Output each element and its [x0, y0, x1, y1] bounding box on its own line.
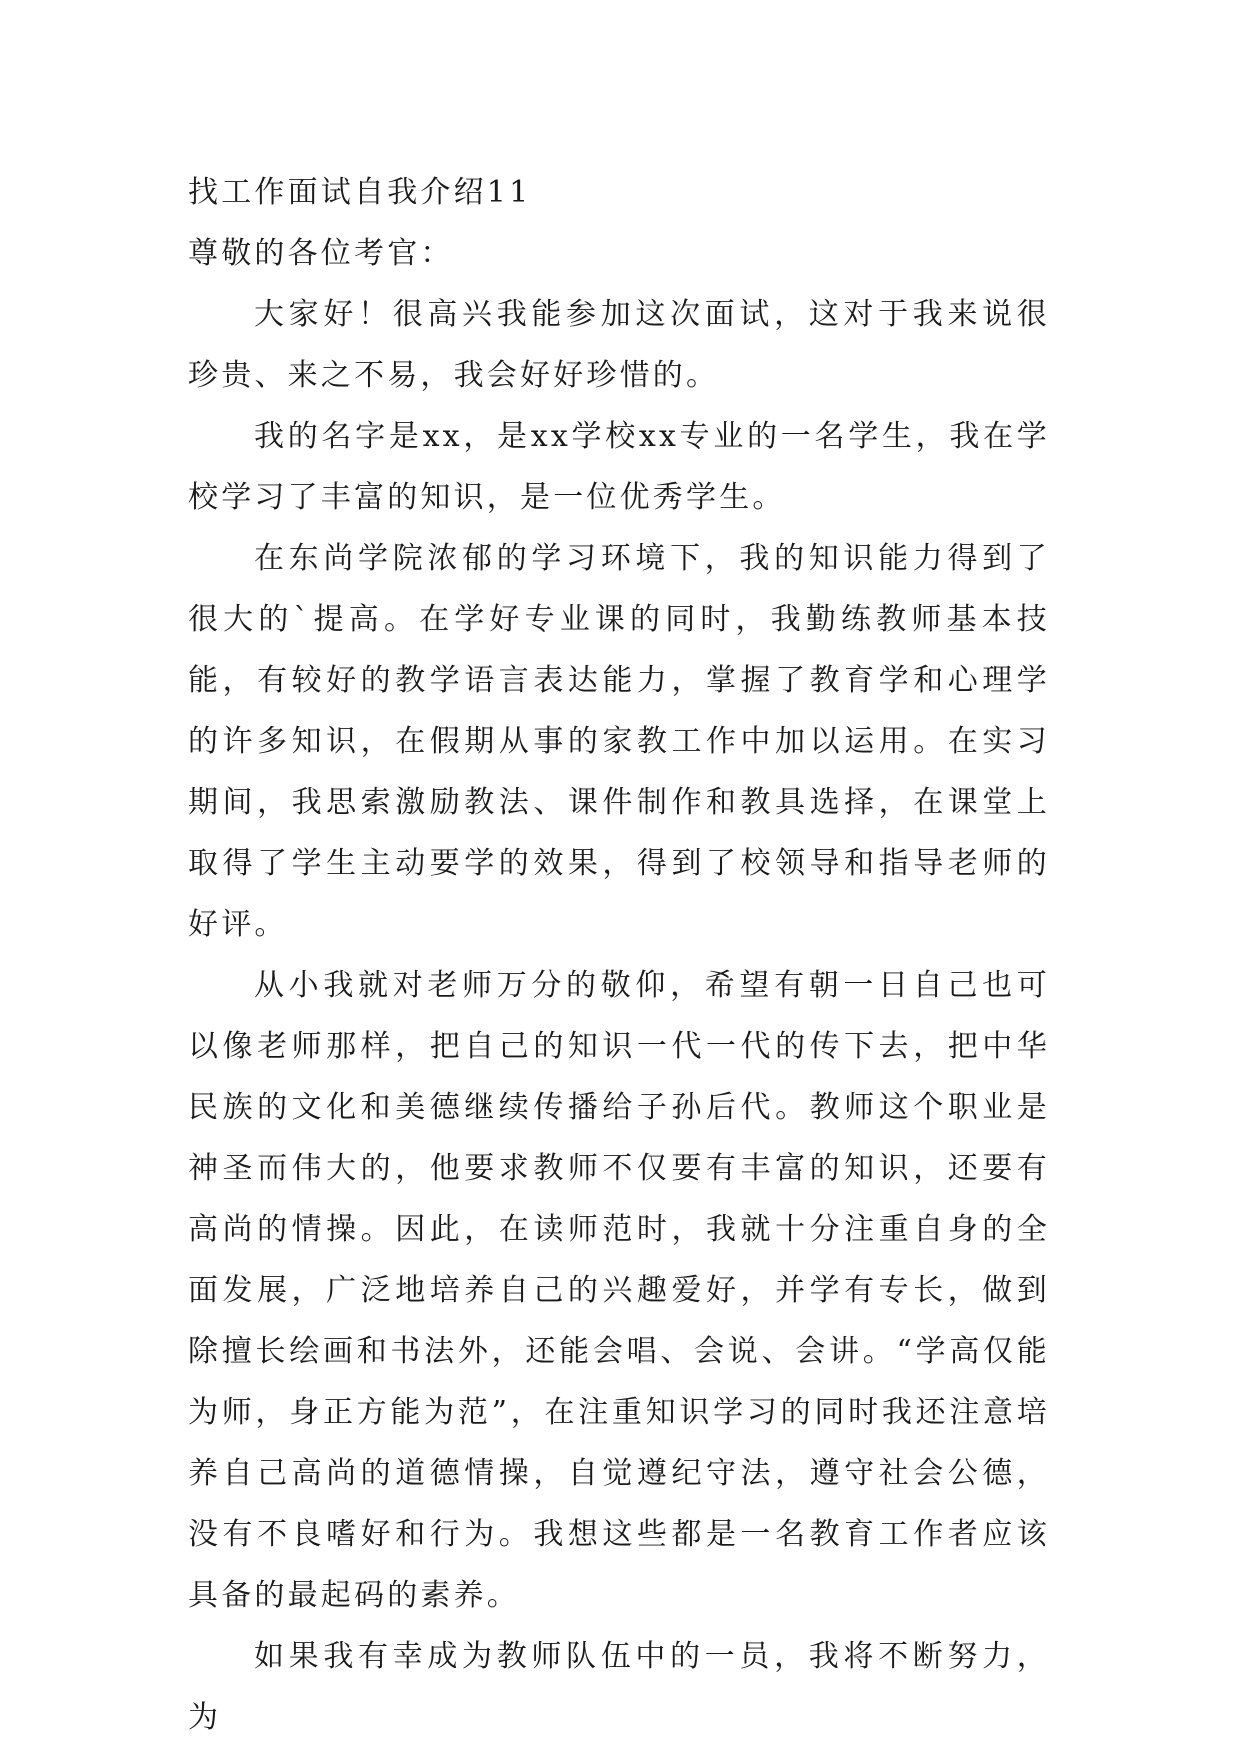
- document-title: 找工作面试自我介绍11: [188, 175, 532, 210]
- paragraph-greeting: 大家好！很高兴我能参加这次面试，这对于我来说很珍贵、来之不易，我会好好珍惜的。: [188, 297, 1050, 393]
- paragraph-name-intro: 我的名字是xx，是xx学校xx专业的一名学生，我在学校学习了丰富的知识，是一位优秀学生。: [188, 419, 1050, 515]
- salutation: 尊敬的各位考官：: [188, 236, 454, 271]
- paragraph-teaching-aspiration: 从小我就对老师万分的敬仰，希望有朝一日自己也可以像老师那样，把自己的知识一代一代的传下去，把中华民族的文化和美德继续传播给子孙后代。教师这个职业是神圣而伟大的，他要求教师不仅要有丰富的知识，还要有高尚的情操。因此，在读师范时，我就十分注重自身的全面发展，广泛地培养自己的兴趣爱好，并学有专长，做到除擅长绘画和书法外，还能会唱、会说、会讲。“学高仅能为师，身正方能为范”，在注重知识学习的同时我还注意培养自己高尚的道德情操，自觉遵纪守法，遵守社会公德，没有不良嗜好和行为。我想这些都是一名教育工作者应该具备的最起码的素养。: [188, 968, 1050, 1613]
- document-body: [188, 162, 1050, 1748]
- paragraph-closing: 如果我有幸成为教师队伍中的一员，我将不断努力，为: [188, 1639, 1050, 1735]
- paragraph-study-experience: 在东尚学院浓郁的学习环境下，我的知识能力得到了很大的`提高。在学好专业课的同时，我勤练教师基本技能，有较好的教学语言表达能力，掌握了教育学和心理学的许多知识，在假期从事的家教工作中加以运用。在实习期间，我思索激励教法、课件制作和教具选择，在课堂上取得了学生主动要学的效果，得到了校领导和指导老师的好评。: [188, 541, 1050, 942]
